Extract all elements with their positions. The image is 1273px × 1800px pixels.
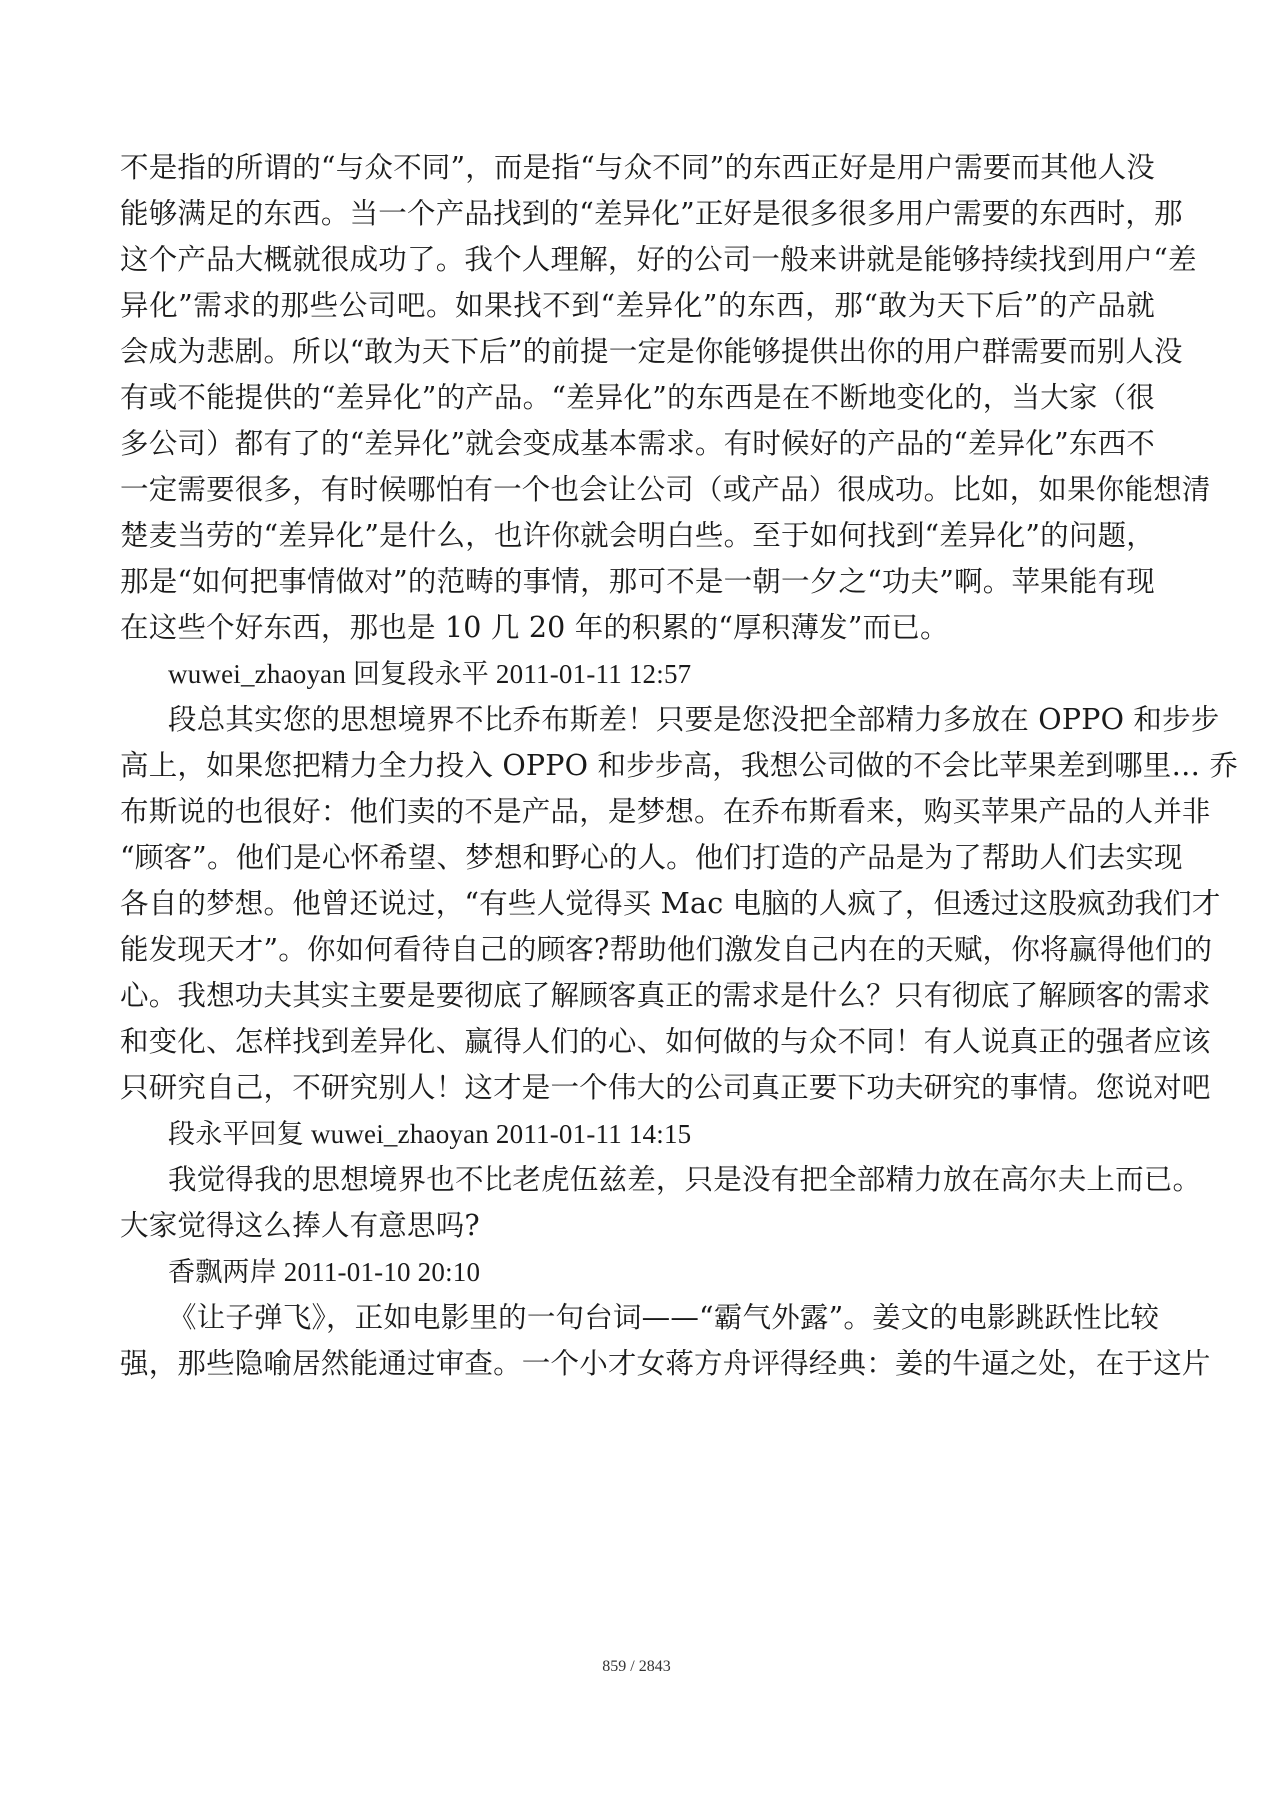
page-number: 859 / 2843 [602, 1658, 671, 1675]
comment-header: 段永平回复 wuwei_zhaoyan 2011-01-11 14:15 [168, 1119, 692, 1149]
comment-header: 香飘两岸 2011-01-10 20:10 [168, 1257, 481, 1287]
body-text [120, 145, 1239, 1387]
text-line: 能发现天才”。你如何看待自己的顾客?帮助他们激发自己内在的天赋，你将赢得他们的 [120, 933, 1213, 966]
text-line: 和变化、怎样找到差异化、赢得人们的心、如何做的与众不同！有人说真正的强者应该 [120, 1025, 1211, 1058]
text-line: 强，那些隐喻居然能通过审查。一个小才女蒋方舟评得经典：姜的牛逼之处，在于这片 [120, 1347, 1211, 1380]
text-line: 在这些个好东西，那也是 10 几 20 年的积累的“厚积薄发”而已。 [120, 611, 949, 644]
text-line: 布斯说的也很好：他们卖的不是产品，是梦想。在乔布斯看来，购买苹果产品的人并非 [120, 795, 1211, 828]
text-line: 那是“如何把事情做对”的范畴的事情，那可不是一朝一夕之“功夫”啊。苹果能有现 [120, 565, 1155, 598]
text-line: 高上，如果您把精力全力投入 OPPO 和步步高，我想公司做的不会比苹果差到哪里… 乔 [120, 749, 1239, 782]
text-line: “顾客”。他们是心怀希望、梦想和野心的人。他们打造的产品是为了帮助人们去实现 [120, 841, 1183, 874]
text-line: 我觉得我的思想境界也不比老虎伍兹差，只是没有把全部精力放在高尔夫上而已。 [168, 1163, 1202, 1196]
text-line: 心。我想功夫其实主要是要彻底了解顾客真正的需求是什么？只有彻底了解顾客的需求 [120, 979, 1211, 1012]
comment-header: wuwei_zhaoyan 回复段永平 2011-01-11 12:57 [168, 659, 692, 689]
text-line: 大家觉得这么捧人有意思吗? [120, 1209, 480, 1242]
text-line: 多公司）都有了的“差异化”就会变成基本需求。有时候好的产品的“差异化”东西不 [120, 427, 1155, 460]
text-line: 一定需要很多，有时候哪怕有一个也会让公司（或产品）很成功。比如，如果你能想清 [120, 473, 1211, 506]
text-line: 不是指的所谓的“与众不同”，而是指“与众不同”的东西正好是用户需要而其他人没 [120, 151, 1155, 184]
text-line: 这个产品大概就很成功了。我个人理解，好的公司一般来讲就是能够持续找到用户“差 [120, 243, 1197, 276]
text-line: 只研究自己，不研究别人！这才是一个伟大的公司真正要下功夫研究的事情。您说对吧 [120, 1071, 1211, 1104]
text-line: 异化”需求的那些公司吧。如果找不到“差异化”的东西，那“敢为天下后”的产品就 [120, 289, 1155, 322]
text-line: 有或不能提供的“差异化”的产品。“差异化”的东西是在不断地变化的，当大家（很 [120, 381, 1155, 414]
text-line: 各自的梦想。他曾还说过，“有些人觉得买 Mac 电脑的人疯了，但透过这股疯劲我们才 [120, 887, 1221, 920]
text-line: 段总其实您的思想境界不比乔布斯差！只要是您没把全部精力多放在 OPPO 和步步 [168, 703, 1220, 736]
text-line: 《让子弹飞》，正如电影里的一句台词——“霸气外露”。姜文的电影跳跃性比较 [168, 1301, 1160, 1334]
text-line: 能够满足的东西。当一个产品找到的“差异化”正好是很多很多用户需要的东西时，那 [120, 197, 1183, 230]
text-line: 楚麦当劳的“差异化”是什么，也许你就会明白些。至于如何找到“差异化”的问题， [120, 519, 1155, 552]
text-line: 会成为悲剧。所以“敢为天下后”的前提一定是你能够提供出你的用户群需要而别人没 [120, 335, 1183, 368]
